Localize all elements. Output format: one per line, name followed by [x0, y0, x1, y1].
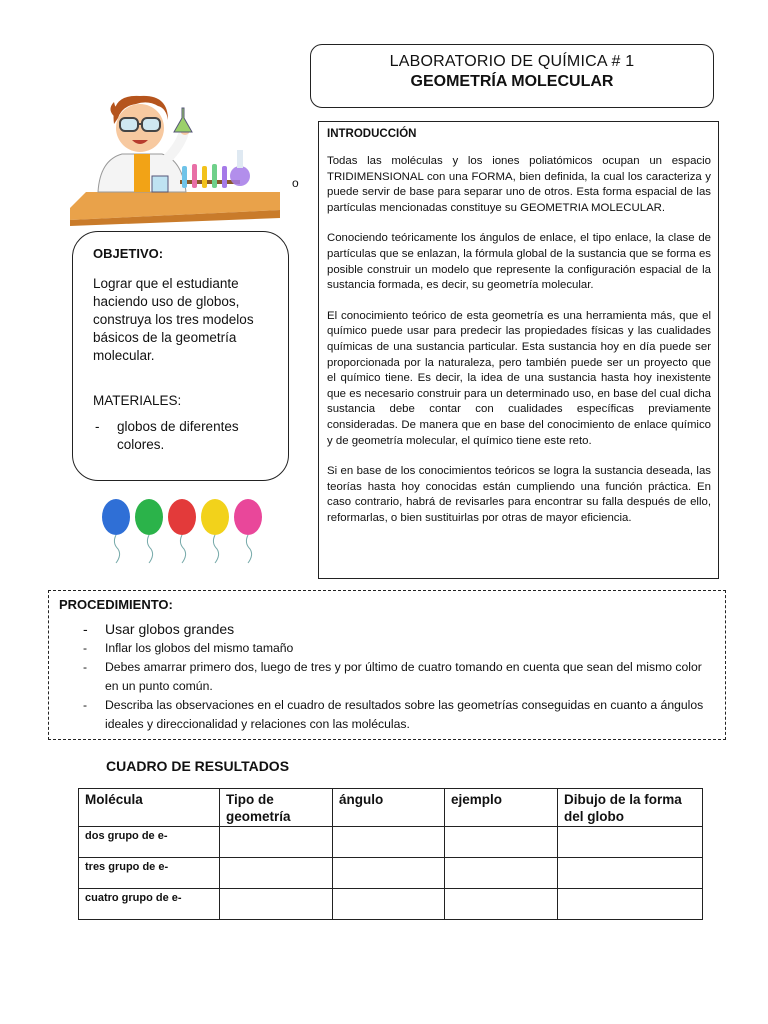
- procedure-title: PROCEDIMIENTO:: [59, 597, 173, 612]
- stray-mark: o: [292, 176, 299, 190]
- procedure-step: - Inflar los globos del mismo tamaño: [83, 639, 715, 658]
- balloon-icon: [168, 499, 196, 563]
- column-header: ángulo: [333, 789, 445, 827]
- balloon-icon: [234, 499, 262, 563]
- procedure-box: [48, 590, 726, 740]
- column-header: Dibujo de la forma del globo: [558, 789, 703, 827]
- table-cell[interactable]: [220, 827, 333, 858]
- table-cell[interactable]: [445, 827, 558, 858]
- table-cell[interactable]: [558, 827, 703, 858]
- scientist-illustration: [70, 88, 280, 226]
- table-row: [79, 889, 703, 920]
- page-title: LABORATORIO DE QUÍMICA # 1: [389, 53, 635, 70]
- table-cell[interactable]: [445, 858, 558, 889]
- materials-item: - globos de diferentes colores.: [93, 418, 276, 454]
- balloon-icon: [201, 499, 229, 563]
- table-cell: tres grupo de e-: [79, 858, 220, 889]
- results-title: CUADRO DE RESULTADOS: [106, 758, 290, 774]
- table-header-row: [79, 789, 703, 827]
- table-cell[interactable]: [333, 889, 445, 920]
- page-subtitle: GEOMETRÍA MOLECULAR: [410, 73, 614, 90]
- table-cell[interactable]: [333, 858, 445, 889]
- procedure-step: - Describa las observaciones en el cuadro de resultados sobre las geometrías conseguidas en cuanto a ángulos ideales y direccionalidad y relaciones con las moléculas.: [83, 696, 715, 734]
- objective-title: OBJETIVO:: [93, 246, 164, 261]
- table-cell[interactable]: [558, 858, 703, 889]
- introduction-box: [318, 121, 719, 579]
- column-header: Molécula: [79, 789, 220, 827]
- procedure-step: - Usar globos grandes: [83, 620, 715, 638]
- column-header: Tipo de geometría: [220, 789, 333, 827]
- table-cell: dos grupo de e-: [79, 827, 220, 858]
- materials-title: MATERIALES:: [93, 393, 182, 408]
- introduction-paragraph: El conocimiento teórico de esta geometría es una herramienta más, que el químico puede usar para predecir las propiedades físicas y las cualidades químicas de una sustancia particular. Esta sustancia hoy en día puede ser proporcionada por la naturaleza, pero también puede ser un proyecto que el químico tiene. Es decir, la idea de una sustancia hasta hoy inexistente que es necesario construir para un determinado uso, en base del cual dicha sustancia debe contar con cualidades específicas previamente consideradas. De manera que en base del conocimiento de enlace químico y de geometría molecular, el químico tiene este reto.: [327, 309, 711, 447]
- table-cell[interactable]: [558, 889, 703, 920]
- table-cell[interactable]: [220, 858, 333, 889]
- introduction-paragraph: Si en base de los conocimientos teóricos se logra la sustancia deseada, las teorías hasta hoy conocidas están cumpliendo una función práctica. En caso contrario, habrá de revisarles para encontrar su falla después de ello, reformarlas, o bien sustituirlas por otras de mayor eficiencia.: [327, 465, 711, 524]
- table-row: [79, 827, 703, 858]
- procedure-step: - Debes amarrar primero dos, luego de tres y por último de cuatro tomando en cuenta que sean del mismo color en un punto común.: [83, 658, 715, 696]
- balloon-icon: [102, 499, 130, 563]
- balloon-icon: [135, 499, 163, 563]
- table-cell[interactable]: [220, 889, 333, 920]
- introduction-paragraph: Todas las moléculas y los iones poliatómicos ocupan un espacio TRIDIMENSIONAL con una FORMA, bien definida, la cual los caracteriza y puede servir de base para separar uno de otros. Esta forma espacial de las partículas mencionadas constituye su GEOMETRIA MOLECULAR.: [327, 155, 711, 214]
- procedure-list: [59, 620, 715, 734]
- table-cell[interactable]: [333, 827, 445, 858]
- results-table: [78, 788, 703, 920]
- introduction-paragraph: Conociendo teóricamente los ángulos de enlace, el tipo enlace, la clase de partículas que se enlazan, la fórmula global de la sustancia que se forma es posible construir un modelo que represente la configuración espacial de la sustancia formada, es decir, su geometría molecular.: [327, 232, 711, 292]
- title-box: [310, 44, 714, 108]
- column-header: ejemplo: [445, 789, 558, 827]
- table-cell[interactable]: [445, 889, 558, 920]
- balloons-illustration: [100, 497, 270, 567]
- objective-text: Lograr que el estudiante haciendo uso de globos, construya los tres modelos básicos de la geometría molecular.: [93, 276, 254, 363]
- materials-list: [93, 418, 276, 454]
- introduction-title: INTRODUCCIÓN: [327, 128, 417, 140]
- objective-box: [72, 231, 289, 481]
- table-cell: cuatro grupo de e-: [79, 889, 220, 920]
- table-row: [79, 858, 703, 889]
